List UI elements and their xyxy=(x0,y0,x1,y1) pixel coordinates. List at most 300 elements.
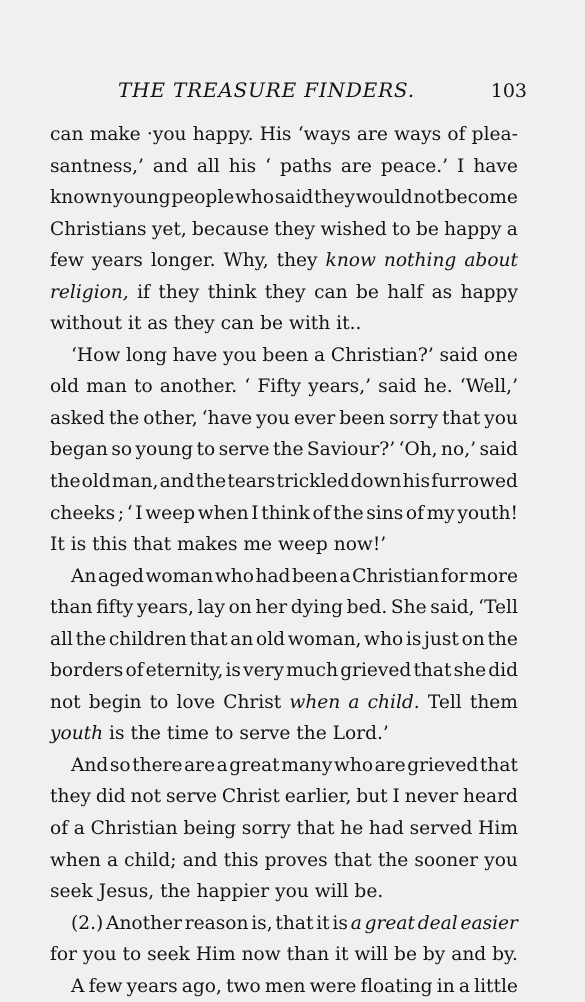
text-line xyxy=(50,624,518,656)
word: happy. xyxy=(192,124,254,145)
word: man, xyxy=(111,471,159,493)
word: the xyxy=(296,723,327,745)
word: they xyxy=(274,218,316,240)
word: and xyxy=(182,849,218,871)
word: to xyxy=(196,439,216,461)
word: just xyxy=(424,628,459,650)
text-line xyxy=(50,214,518,246)
word: very xyxy=(243,660,284,682)
word: they xyxy=(173,313,215,335)
word: long xyxy=(125,344,167,366)
word: of xyxy=(405,502,424,524)
word: who xyxy=(364,628,404,650)
text-line xyxy=(50,466,518,498)
word: is xyxy=(225,660,241,682)
word: half xyxy=(387,281,424,303)
word: serve xyxy=(218,439,270,461)
word: makes xyxy=(176,534,238,556)
word: known xyxy=(50,187,113,209)
text-line xyxy=(50,813,518,845)
word: sooner xyxy=(414,849,479,871)
word: woman, xyxy=(287,628,362,650)
word: not xyxy=(50,691,81,713)
word: Why, xyxy=(223,250,269,272)
word: sorry xyxy=(241,818,291,840)
word: and xyxy=(152,155,188,177)
word: Christians xyxy=(50,218,147,240)
word: that xyxy=(413,660,452,682)
word: ever xyxy=(293,407,336,429)
word: the xyxy=(160,881,191,903)
word: years, xyxy=(136,597,194,619)
word: earlier, xyxy=(284,786,352,808)
word: old xyxy=(50,376,80,398)
word: no,’ xyxy=(441,439,477,461)
word: can xyxy=(220,313,255,335)
word: (2.) xyxy=(71,912,104,934)
word: been xyxy=(339,407,386,429)
word: And xyxy=(71,754,109,776)
word: longer. xyxy=(150,250,216,272)
word: grieved xyxy=(407,754,479,776)
word: years xyxy=(91,250,143,272)
word: than xyxy=(286,944,330,966)
word: furrowed xyxy=(431,471,518,493)
word: now!’ xyxy=(333,534,387,556)
word: seek xyxy=(50,881,93,903)
page-number: 103 xyxy=(490,80,527,102)
word: that xyxy=(133,534,172,556)
word: Christian xyxy=(352,565,440,587)
word: now xyxy=(241,944,281,966)
word: on xyxy=(228,597,252,619)
word: of xyxy=(312,502,331,524)
word: that xyxy=(296,818,335,840)
word: santness,’ xyxy=(50,155,144,177)
word: sorry xyxy=(389,407,439,429)
word: I xyxy=(457,155,465,177)
word: without xyxy=(50,313,122,335)
word: weep xyxy=(277,534,328,556)
word: this xyxy=(92,534,128,556)
word: eternity, xyxy=(145,660,224,682)
text-line xyxy=(50,687,518,719)
word: I xyxy=(251,502,259,524)
word: child; xyxy=(124,849,177,871)
word: be xyxy=(260,313,283,335)
word: ‘ xyxy=(244,376,251,398)
word: are xyxy=(184,754,216,776)
word: two xyxy=(226,975,261,997)
word: sins xyxy=(366,502,404,524)
word: the xyxy=(108,407,140,429)
word: of xyxy=(447,124,466,145)
word: be xyxy=(394,944,417,966)
word: is xyxy=(70,534,87,556)
text-line xyxy=(50,308,518,340)
word: said, xyxy=(430,597,475,619)
word: I xyxy=(135,502,143,524)
word: become xyxy=(444,187,518,209)
word: to xyxy=(214,723,234,745)
word: happy xyxy=(460,281,518,303)
word: they xyxy=(50,786,91,808)
word: old xyxy=(256,628,286,650)
word: been xyxy=(262,344,309,366)
word: woman xyxy=(145,565,214,587)
word: Him xyxy=(478,818,518,840)
word: child. xyxy=(367,691,420,713)
text-line xyxy=(50,151,518,183)
word: another. xyxy=(159,376,238,398)
word: you xyxy=(275,881,309,903)
word: dying xyxy=(290,597,344,619)
word: it xyxy=(316,912,330,934)
word: to xyxy=(133,376,153,398)
word: I xyxy=(392,786,400,808)
word: will xyxy=(354,944,389,966)
text-line xyxy=(50,561,518,593)
word: said xyxy=(378,376,417,398)
word: in xyxy=(436,975,455,997)
word: think xyxy=(261,502,310,524)
word: the xyxy=(130,723,161,745)
word: serve xyxy=(166,786,217,808)
word: had xyxy=(368,818,404,840)
text-line xyxy=(50,119,518,151)
word: so xyxy=(111,439,133,461)
word: it.. xyxy=(336,313,362,335)
word: Christian?’ xyxy=(330,344,434,366)
word: the xyxy=(75,628,107,650)
word: great xyxy=(364,912,415,934)
word: asked xyxy=(50,407,105,429)
word: are xyxy=(374,754,406,776)
word: plea- xyxy=(471,124,518,145)
running-title: THE TREASURE FINDERS. xyxy=(118,78,415,102)
word: them xyxy=(469,691,518,713)
word: said xyxy=(439,344,478,366)
word: few xyxy=(88,975,123,997)
word: for xyxy=(440,565,468,587)
word: be xyxy=(415,218,439,240)
word: an xyxy=(230,628,254,650)
word: ‘How xyxy=(71,344,121,366)
word: young xyxy=(113,187,171,209)
word: ‘have xyxy=(201,407,253,429)
text-line xyxy=(50,781,518,813)
word: know xyxy=(325,250,376,272)
word: there xyxy=(132,754,183,776)
word: men xyxy=(264,975,306,997)
word: you xyxy=(256,407,290,429)
word: will xyxy=(314,881,349,903)
text-line xyxy=(50,908,518,940)
word: A xyxy=(71,975,85,997)
word: Jesus, xyxy=(98,881,155,903)
word: that xyxy=(479,754,518,776)
word: all xyxy=(196,155,220,177)
word: you xyxy=(223,344,257,366)
word: of xyxy=(125,660,144,682)
word: a xyxy=(73,818,85,840)
word: make xyxy=(89,124,141,145)
word: His xyxy=(259,124,292,145)
word: can xyxy=(314,281,348,303)
word: religion, xyxy=(50,281,129,303)
word: for xyxy=(50,944,77,966)
word: the xyxy=(487,628,518,650)
text-line xyxy=(50,245,518,277)
word: begin xyxy=(88,691,142,713)
word: old xyxy=(81,471,111,493)
word: and xyxy=(159,471,195,493)
text-line xyxy=(50,876,518,908)
word: the xyxy=(333,502,364,524)
word: few xyxy=(50,250,84,272)
word: that xyxy=(275,912,314,934)
word: you xyxy=(82,944,117,966)
word: never xyxy=(404,786,459,808)
word: you xyxy=(484,407,518,429)
word: so xyxy=(109,754,131,776)
word: easier xyxy=(460,912,518,934)
word: not xyxy=(130,786,162,808)
word: his xyxy=(402,471,431,493)
word: can xyxy=(50,124,84,145)
word: tears xyxy=(227,471,276,493)
word: ‘ways xyxy=(297,124,351,145)
word: it xyxy=(127,313,142,335)
word: to xyxy=(392,218,411,240)
text-line xyxy=(50,371,518,403)
word: this xyxy=(223,849,259,871)
word: they xyxy=(264,281,306,303)
word: serve xyxy=(239,723,291,745)
word: all xyxy=(50,628,73,650)
word: they xyxy=(314,187,355,209)
word: who xyxy=(214,565,254,587)
word: is, xyxy=(251,912,273,934)
word: ago, xyxy=(181,975,222,997)
word: been xyxy=(292,565,338,587)
word: did xyxy=(95,786,126,808)
word: by. xyxy=(492,944,518,966)
text-line xyxy=(50,434,518,466)
word: Christ xyxy=(223,691,282,713)
word: as xyxy=(147,313,168,335)
word: Fifty xyxy=(257,376,302,398)
word: proves xyxy=(264,849,328,871)
word: ‘ xyxy=(126,502,133,524)
word: are xyxy=(356,124,388,145)
word: Christ xyxy=(221,786,280,808)
text-line xyxy=(50,845,518,877)
word: to xyxy=(149,691,169,713)
word: other, xyxy=(143,407,198,429)
word: many xyxy=(281,754,333,776)
word: of xyxy=(50,818,69,840)
word: a xyxy=(339,565,351,587)
word: said xyxy=(479,439,518,461)
text-line xyxy=(50,939,518,971)
word: She xyxy=(390,597,427,619)
text-line xyxy=(50,403,518,435)
word: a xyxy=(314,344,326,366)
word: her xyxy=(255,597,288,619)
word: to xyxy=(122,944,142,966)
word: An xyxy=(71,565,97,587)
word: and xyxy=(451,944,487,966)
word: think xyxy=(207,281,257,303)
word: lay xyxy=(197,597,225,619)
word: It xyxy=(50,534,65,556)
word: seek xyxy=(147,944,190,966)
word: the xyxy=(273,439,304,461)
word: a xyxy=(458,975,470,997)
word: one xyxy=(483,344,518,366)
word: ; xyxy=(117,502,125,524)
word: it xyxy=(335,944,349,966)
word: had xyxy=(255,565,291,587)
body-text xyxy=(50,119,518,1002)
text-line xyxy=(50,718,518,750)
word: the xyxy=(50,471,81,493)
text-line xyxy=(50,750,518,782)
word: time xyxy=(166,723,209,745)
word: have xyxy=(172,344,218,366)
word: about xyxy=(464,250,518,272)
word: that xyxy=(333,849,372,871)
text-line xyxy=(50,277,518,309)
word: a xyxy=(216,754,228,776)
word: paths xyxy=(280,155,332,177)
word: much xyxy=(286,660,339,682)
word: a xyxy=(348,691,360,713)
word: have xyxy=(473,155,518,177)
word: they xyxy=(158,281,200,303)
word: happy xyxy=(444,218,502,240)
word: is xyxy=(109,723,125,745)
word: weep xyxy=(145,502,196,524)
word: great xyxy=(229,754,280,776)
word: she xyxy=(453,660,487,682)
word: did xyxy=(488,660,518,682)
word: be. xyxy=(354,881,384,903)
word: children xyxy=(108,628,187,650)
word: youth! xyxy=(457,502,518,524)
word: ‘Well,’ xyxy=(459,376,518,398)
word: by xyxy=(422,944,446,966)
word: ·you xyxy=(146,124,187,145)
word: he. xyxy=(423,376,453,398)
word: man xyxy=(86,376,127,398)
word: peace.’ xyxy=(380,155,449,177)
text-line xyxy=(50,182,518,214)
word: youth xyxy=(50,723,104,745)
word: bed. xyxy=(346,597,388,619)
word: heard xyxy=(463,786,518,808)
word: you xyxy=(484,849,518,871)
word: ‘ xyxy=(265,155,272,177)
word: the xyxy=(195,471,227,493)
text-line xyxy=(50,971,518,1002)
word: nothing xyxy=(383,250,457,272)
word: were xyxy=(309,975,357,997)
word: with xyxy=(288,313,331,335)
word: me xyxy=(243,534,273,556)
word: my xyxy=(426,502,455,524)
word: wished xyxy=(320,218,387,240)
word: on xyxy=(461,628,485,650)
word: as xyxy=(431,281,453,303)
word: yet, xyxy=(151,218,187,240)
word: grieved xyxy=(340,660,412,682)
word: when xyxy=(197,502,249,524)
word: aged xyxy=(97,565,144,587)
word: that xyxy=(442,407,481,429)
word: who xyxy=(333,754,374,776)
word: his xyxy=(228,155,257,177)
word: than xyxy=(50,597,93,619)
running-head xyxy=(50,78,527,108)
word: the xyxy=(377,849,409,871)
word: ways xyxy=(394,124,442,145)
word: be xyxy=(355,281,379,303)
word: trickled xyxy=(276,471,350,493)
word: little xyxy=(474,975,518,997)
word: Saviour?’ xyxy=(306,439,396,461)
word: if xyxy=(137,281,150,303)
word: said xyxy=(274,187,314,209)
word: is xyxy=(405,628,422,650)
text-line xyxy=(50,655,518,687)
word: deal xyxy=(417,912,458,934)
word: fifty xyxy=(96,597,134,619)
word: happier xyxy=(196,881,270,903)
word: would xyxy=(355,187,413,209)
word: they xyxy=(276,250,318,272)
word: Him xyxy=(195,944,236,966)
word: people xyxy=(171,187,235,209)
word: he xyxy=(340,818,364,840)
word: Lord.’ xyxy=(332,723,389,745)
word: cheeks xyxy=(50,502,116,524)
word: because xyxy=(192,218,269,240)
word: years xyxy=(126,975,178,997)
word: is xyxy=(332,912,348,934)
word: that xyxy=(189,628,228,650)
word: love xyxy=(176,691,216,713)
word: a xyxy=(506,218,518,240)
word: but xyxy=(356,786,388,808)
word: Tell xyxy=(427,691,462,713)
word: who xyxy=(235,187,275,209)
word: ‘Oh, xyxy=(398,439,438,461)
word: when xyxy=(50,849,101,871)
word: served xyxy=(409,818,473,840)
word: borders xyxy=(50,660,124,682)
word: Another xyxy=(106,912,182,934)
word: a xyxy=(350,912,362,934)
word: more xyxy=(469,565,518,587)
text-line xyxy=(50,592,518,624)
word: floating xyxy=(360,975,433,997)
word: a xyxy=(106,849,119,871)
word: not xyxy=(413,187,445,209)
word: years,’ xyxy=(308,376,372,398)
text-line xyxy=(50,529,518,561)
